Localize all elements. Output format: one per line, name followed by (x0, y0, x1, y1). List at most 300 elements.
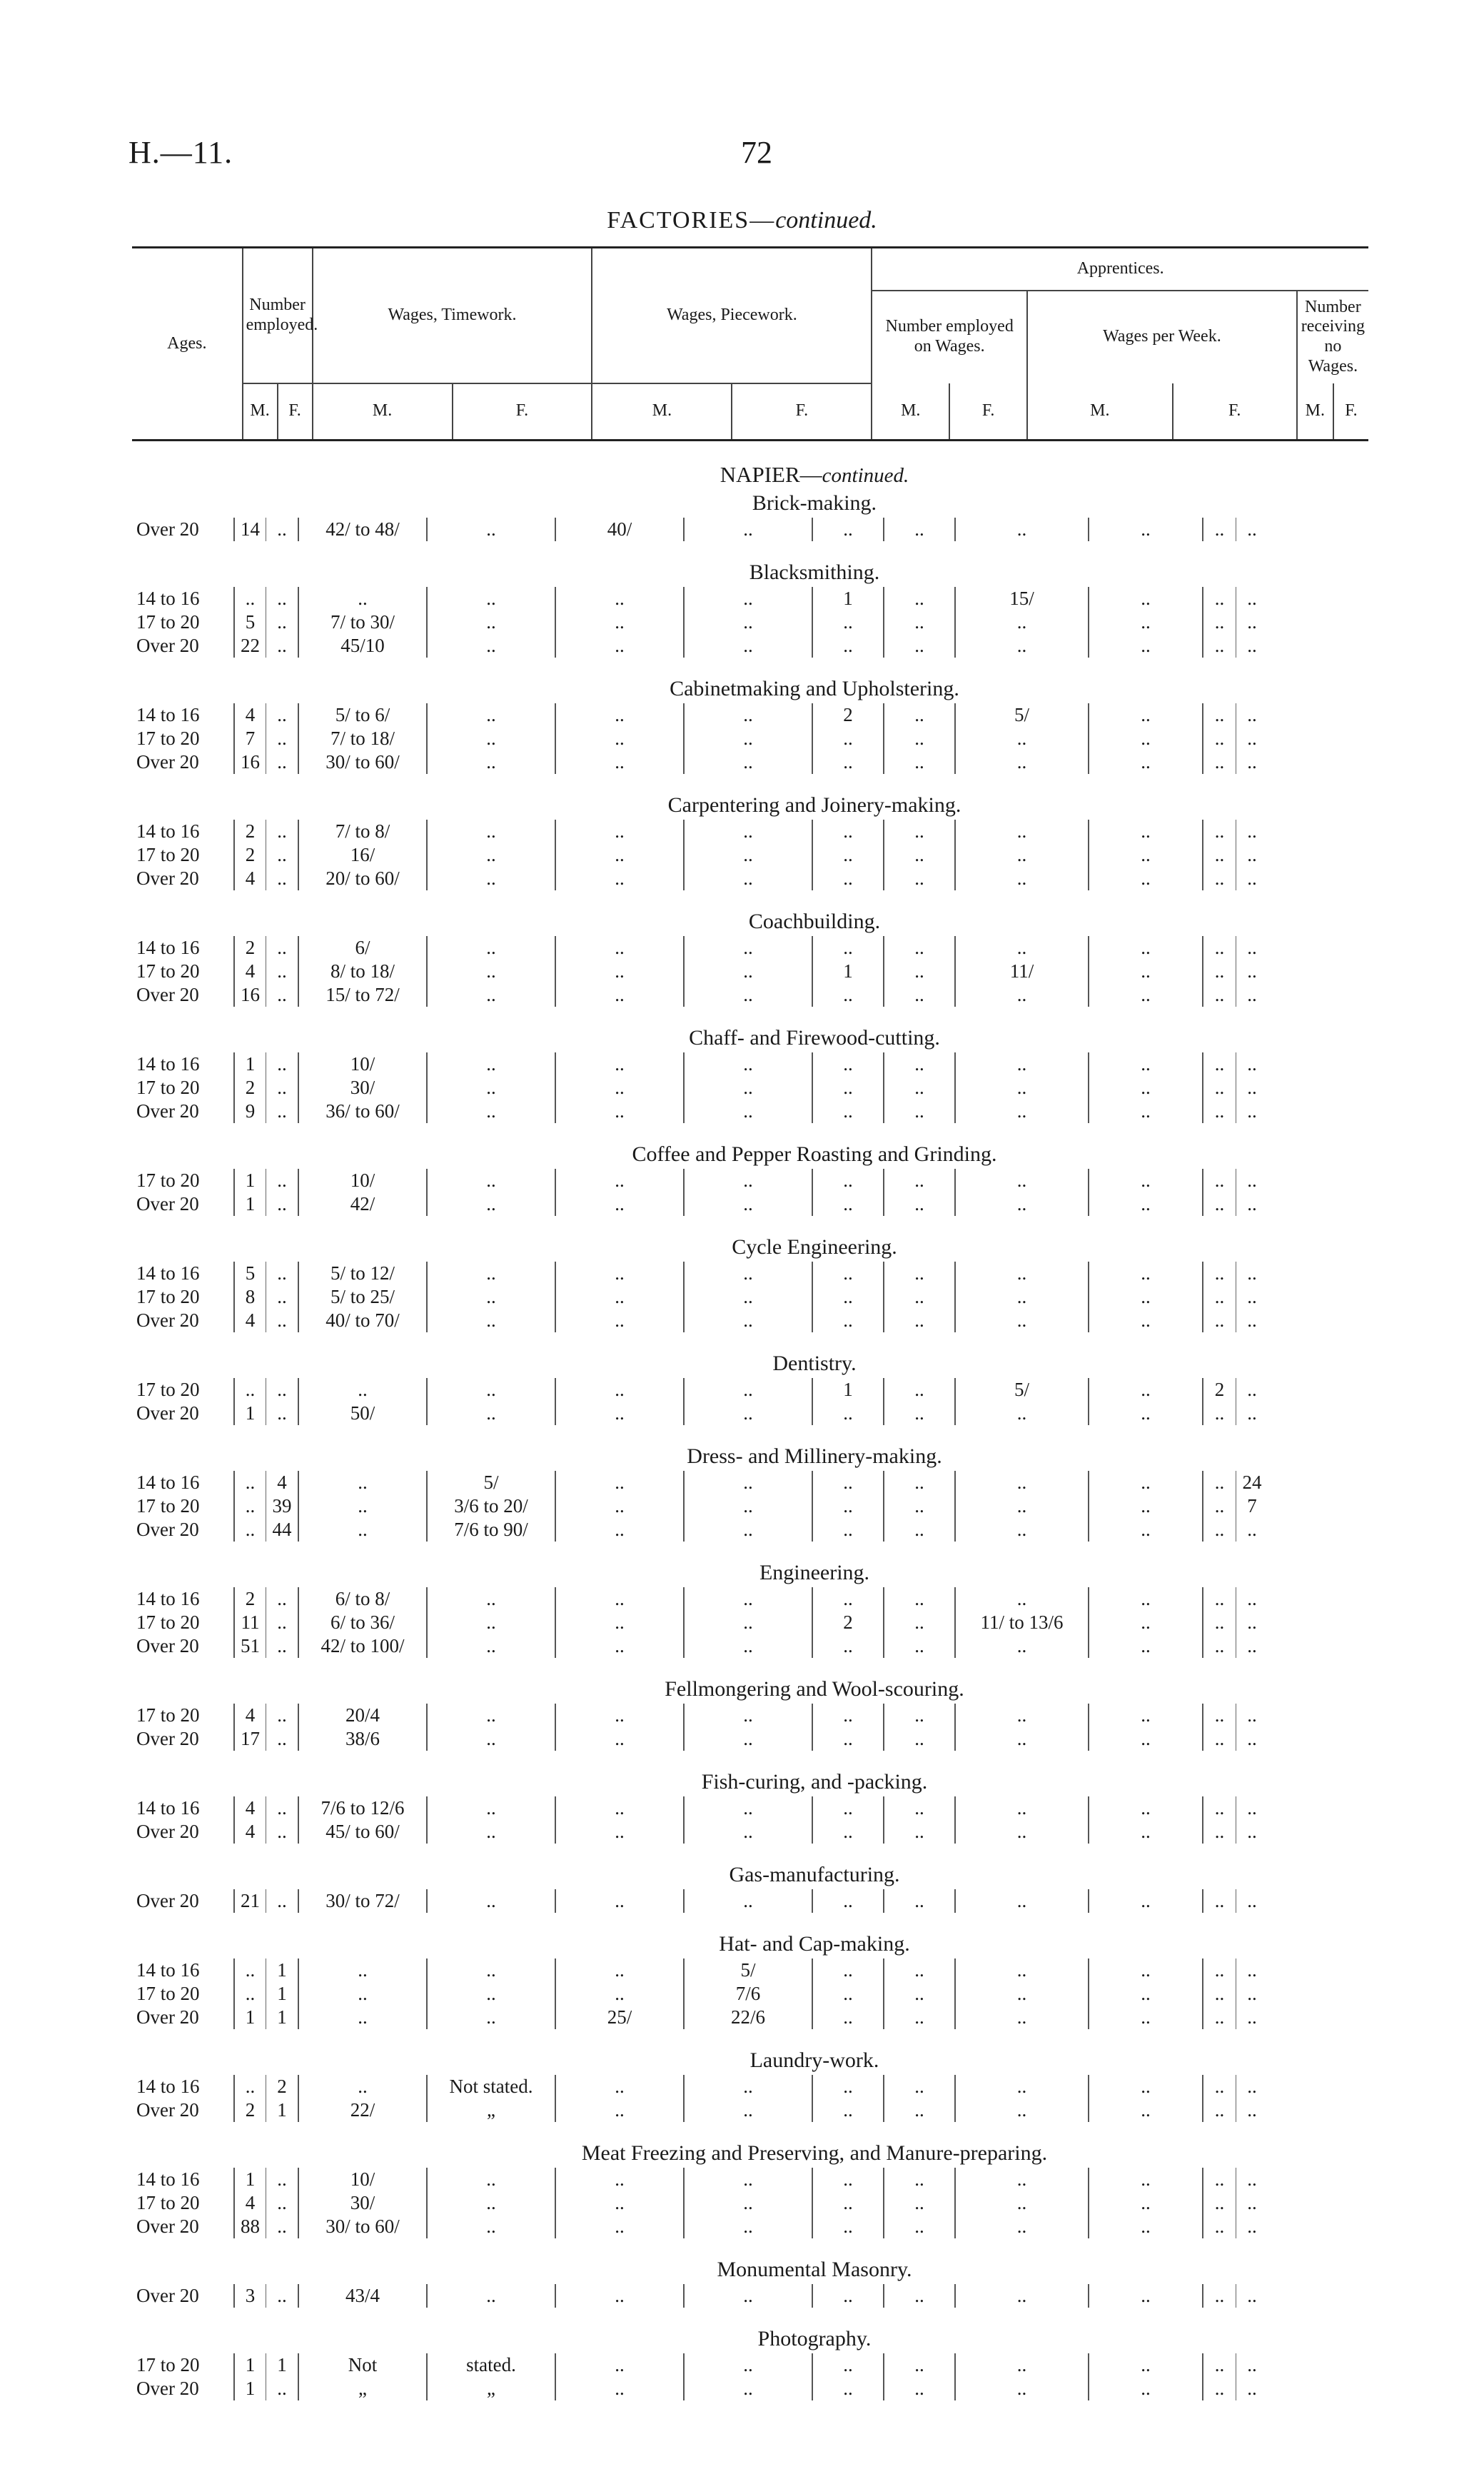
table-cell: .. (1088, 960, 1202, 983)
table-cell: 5/ to 25/ (298, 1285, 426, 1309)
table-cell: .. (426, 1076, 555, 1100)
table-cell: .. (1202, 1704, 1236, 1727)
table-cell: .. (883, 1958, 954, 1982)
table-cell: .. (1202, 1820, 1236, 1844)
table-cell: .. (683, 1309, 812, 1332)
table-cell: .. (555, 1982, 683, 2006)
table-cell: 2 (1202, 1378, 1236, 1402)
table-cell: .. (1088, 2006, 1202, 2029)
table-cell: .. (266, 634, 298, 658)
table-cell: .. (266, 1796, 298, 1820)
table-cell: .. (1202, 2168, 1236, 2191)
header-wages-timework: Wages, Timework. (313, 248, 592, 383)
table-cell: .. (555, 610, 683, 634)
table-cell: .. (883, 1471, 954, 1494)
document-id: H.—11. (128, 135, 233, 170)
table-cell: „ (298, 2377, 426, 2400)
table-cell: .. (1236, 1402, 1268, 1425)
table-cell: .. (954, 1169, 1088, 1192)
table-cell: .. (1236, 2075, 1268, 2098)
table-row (132, 1378, 1368, 1402)
table-cell: .. (555, 727, 683, 750)
industry-section (132, 1024, 1368, 1123)
table-cell: .. (812, 2075, 883, 2098)
table-cell: 17 (233, 1727, 266, 1751)
header-f: F. (1173, 383, 1297, 441)
age-cell: Over 20 (136, 518, 199, 540)
table-cell: .. (1202, 1611, 1236, 1634)
table-cell: .. (426, 1796, 555, 1820)
industry-heading: Hat- and Cap-making. (719, 1932, 910, 1956)
table-cell: .. (883, 1820, 954, 1844)
table-cell: 2 (233, 2098, 266, 2122)
table-cell: .. (883, 1704, 954, 1727)
table-cell: .. (555, 587, 683, 610)
table-cell: .. (1202, 2377, 1236, 2400)
table-cell: .. (555, 2075, 683, 2098)
table-cell: .. (883, 1076, 954, 1100)
table-cell: 4 (233, 1309, 266, 1332)
table-cell: .. (266, 1100, 298, 1123)
age-cell: 17 to 20 (136, 2192, 200, 2213)
table-cell: .. (883, 1378, 954, 1402)
table-cell: .. (1202, 1587, 1236, 1611)
table-cell: .. (1088, 2191, 1202, 2215)
table-row (132, 1100, 1368, 1123)
table-cell: .. (1088, 820, 1202, 843)
table-cell: .. (1236, 1727, 1268, 1751)
table-cell: .. (1236, 587, 1268, 610)
table-cell: .. (683, 1262, 812, 1285)
age-cell: 14 to 16 (136, 1262, 200, 1284)
table-cell: .. (298, 1518, 426, 1542)
age-cell: Over 20 (136, 2099, 199, 2121)
table-cell: .. (1202, 518, 1236, 541)
industry-heading: Monumental Masonry. (717, 2258, 912, 2281)
table-cell: 4 (266, 1471, 298, 1494)
table-cell: .. (233, 1471, 266, 1494)
table-cell: .. (1236, 1796, 1268, 1820)
table-cell: .. (1202, 820, 1236, 843)
table-cell: .. (1088, 1958, 1202, 1982)
table-cell: .. (683, 2215, 812, 2238)
table-cell: 5/ to 6/ (298, 703, 426, 727)
table-cell: 2 (233, 1587, 266, 1611)
table-cell: .. (1236, 820, 1268, 843)
table-cell: .. (426, 2284, 555, 2308)
table-cell: .. (883, 2168, 954, 2191)
table-cell: .. (1202, 960, 1236, 983)
table-cell: .. (1236, 1285, 1268, 1309)
table-cell: 6/ to 8/ (298, 1587, 426, 1611)
table-cell: .. (266, 587, 298, 610)
table-cell: .. (954, 1052, 1088, 1076)
age-cell: 17 to 20 (136, 611, 200, 633)
table-cell: stated. (426, 2353, 555, 2377)
age-cell: Over 20 (136, 1100, 199, 1122)
age-cell: 17 to 20 (136, 2354, 200, 2375)
table-cell: .. (883, 960, 954, 983)
table-cell: .. (812, 1518, 883, 1542)
table-cell: „ (426, 2377, 555, 2400)
table-cell: .. (1236, 1169, 1268, 1192)
age-cell: 17 to 20 (136, 844, 200, 865)
industry-heading: Cycle Engineering. (732, 1235, 897, 1259)
table-cell: .. (683, 1169, 812, 1192)
table-cell: .. (683, 1587, 812, 1611)
table-cell: .. (555, 1262, 683, 1285)
table-cell: .. (1202, 2075, 1236, 2098)
table-cell: 45/ to 60/ (298, 1820, 426, 1844)
table-cell: .. (683, 703, 812, 727)
table-cell: .. (1088, 1889, 1202, 1913)
age-cell: Over 20 (136, 751, 199, 773)
table-cell: .. (266, 1611, 298, 1634)
table-cell: .. (954, 1192, 1088, 1216)
table-cell: .. (812, 1100, 883, 1123)
table-cell: 6/ to 36/ (298, 1611, 426, 1634)
table-cell: .. (883, 1796, 954, 1820)
table-cell: 20/4 (298, 1704, 426, 1727)
table-cell: .. (812, 936, 883, 960)
table-cell: .. (426, 1285, 555, 1309)
table-cell: .. (883, 2075, 954, 2098)
table-cell: .. (883, 2353, 954, 2377)
table-row (132, 518, 1368, 541)
table-cell: 5 (233, 610, 266, 634)
table-cell: .. (1202, 634, 1236, 658)
table-cell: .. (954, 750, 1088, 774)
table-cell: .. (426, 1611, 555, 1634)
table-cell: .. (683, 820, 812, 843)
table-cell: .. (1088, 2377, 1202, 2400)
age-cell: 14 to 16 (136, 588, 200, 609)
table-cell: .. (1202, 2353, 1236, 2377)
table-cell: .. (883, 703, 954, 727)
table-cell: .. (1088, 1285, 1202, 1309)
table-cell: 7/6 (683, 1982, 812, 2006)
table-cell: .. (1088, 867, 1202, 890)
table-cell: .. (1236, 1262, 1268, 1285)
table-cell: .. (1202, 1192, 1236, 1216)
title-continued: continued. (775, 207, 877, 233)
age-cell: 17 to 20 (136, 1495, 200, 1517)
table-cell: 2 (233, 820, 266, 843)
table-cell: .. (426, 867, 555, 890)
table-cell: .. (555, 936, 683, 960)
table-cell: .. (683, 936, 812, 960)
table-cell: .. (1088, 1704, 1202, 1727)
table-cell: .. (426, 843, 555, 867)
table-cell: 2 (266, 2075, 298, 2098)
table-cell: .. (1088, 518, 1202, 541)
table-cell: .. (1202, 1402, 1236, 1425)
table-cell: .. (1202, 1471, 1236, 1494)
table-cell: .. (683, 1402, 812, 1425)
table-cell: .. (1088, 1100, 1202, 1123)
table-cell: .. (683, 1518, 812, 1542)
header-m: M. (243, 383, 278, 441)
table-cell: 22/ (298, 2098, 426, 2122)
table-cell: .. (812, 727, 883, 750)
table-row (132, 2215, 1368, 2238)
table-cell: .. (426, 1704, 555, 1727)
table-cell: .. (555, 703, 683, 727)
industry-heading: Engineering. (759, 1561, 870, 1584)
table-cell: .. (426, 1052, 555, 1076)
table-cell: .. (555, 820, 683, 843)
table-row (132, 2284, 1368, 2308)
table-cell: .. (1202, 727, 1236, 750)
table-cell: 43/4 (298, 2284, 426, 2308)
table-cell: .. (1088, 1611, 1202, 1634)
table-cell: .. (883, 1285, 954, 1309)
table-cell: 30/ (298, 1076, 426, 1100)
table-cell: 11/ (954, 960, 1088, 983)
table-cell: .. (954, 1262, 1088, 1285)
table-cell: .. (426, 1192, 555, 1216)
table-cell: 11/ to 13/6 (954, 1611, 1088, 1634)
table-cell: .. (883, 1494, 954, 1518)
table-cell: .. (1236, 703, 1268, 727)
table-cell: .. (1202, 1052, 1236, 1076)
table-cell: .. (1202, 936, 1236, 960)
table-cell: .. (1088, 1982, 1202, 2006)
table-cell: .. (266, 1704, 298, 1727)
table-row (132, 1611, 1368, 1634)
table-cell: .. (266, 1727, 298, 1751)
table-cell: .. (683, 2377, 812, 2400)
table-cell: 39 (266, 1494, 298, 1518)
table-cell: .. (954, 2191, 1088, 2215)
table-cell: .. (683, 2353, 812, 2377)
table-cell: .. (812, 1169, 883, 1192)
table-cell: .. (883, 1611, 954, 1634)
table-cell: .. (233, 1494, 266, 1518)
table-cell: 4 (233, 867, 266, 890)
table-cell: .. (426, 2006, 555, 2029)
table-cell: .. (555, 843, 683, 867)
table-cell: .. (266, 750, 298, 774)
table-header (132, 246, 1368, 441)
table-cell: .. (1236, 634, 1268, 658)
table-cell: .. (555, 1611, 683, 1634)
table-cell: .. (555, 1494, 683, 1518)
table-cell: .. (812, 610, 883, 634)
table-cell: 1 (233, 2377, 266, 2400)
table-row (132, 1796, 1368, 1820)
table-row (132, 1982, 1368, 2006)
industry-section (132, 1930, 1368, 2029)
age-cell: 14 to 16 (136, 2168, 200, 2190)
table-row (132, 2075, 1368, 2098)
table-row (132, 820, 1368, 843)
table-cell: 15/ (954, 587, 1088, 610)
table-row (132, 867, 1368, 890)
table-cell: .. (954, 2353, 1088, 2377)
table-cell: .. (1236, 960, 1268, 983)
table-cell: .. (683, 983, 812, 1007)
table-row (132, 1076, 1368, 1100)
table-cell: .. (1236, 1634, 1268, 1658)
table-cell: .. (812, 1958, 883, 1982)
table-cell: .. (426, 1889, 555, 1913)
table-cell: .. (812, 1262, 883, 1285)
town-heading (132, 461, 1368, 489)
table-cell: .. (1088, 587, 1202, 610)
table-cell: 42/ to 48/ (298, 518, 426, 541)
table-row (132, 2191, 1368, 2215)
industry-section (132, 1233, 1368, 1332)
header-app-wages-per-week: Wages per Week. (1027, 291, 1297, 383)
table-row (132, 2353, 1368, 2377)
table-cell: .. (1202, 1634, 1236, 1658)
table-cell: .. (1088, 2284, 1202, 2308)
table-row (132, 2006, 1368, 2029)
table-cell: 30/ (298, 2191, 426, 2215)
table-cell: .. (1202, 1982, 1236, 2006)
table-cell: .. (555, 867, 683, 890)
table-cell: 88 (233, 2215, 266, 2238)
table-cell: .. (1236, 1378, 1268, 1402)
table-cell: .. (954, 1309, 1088, 1332)
table-cell: 2 (233, 936, 266, 960)
table-cell: .. (812, 750, 883, 774)
table-cell: .. (266, 1169, 298, 1192)
table-cell: 1 (266, 2006, 298, 2029)
table-cell: .. (954, 1958, 1088, 1982)
industry-heading: Laundry-work. (749, 2048, 879, 2072)
table-cell: 16 (233, 983, 266, 1007)
header-apprentices: Apprentices. (872, 248, 1368, 291)
table-cell: .. (233, 1958, 266, 1982)
table-cell: .. (1088, 1727, 1202, 1751)
table-cell: 2 (812, 1611, 883, 1634)
age-cell: Over 20 (136, 2006, 199, 2028)
table-cell: .. (426, 1727, 555, 1751)
table-cell: .. (1236, 1820, 1268, 1844)
table-row (132, 1285, 1368, 1309)
table-cell: .. (1202, 1285, 1236, 1309)
table-cell: 2 (812, 703, 883, 727)
table-cell: .. (1088, 1634, 1202, 1658)
table-cell: 11 (233, 1611, 266, 1634)
table-cell: .. (1088, 936, 1202, 960)
table-cell: .. (683, 1704, 812, 1727)
table-cell: .. (1236, 983, 1268, 1007)
table-cell: .. (555, 1169, 683, 1192)
table-cell: .. (426, 1820, 555, 1844)
table-cell: .. (883, 1518, 954, 1542)
table-cell: 36/ to 60/ (298, 1100, 426, 1123)
table-cell: .. (1088, 2168, 1202, 2191)
table-row (132, 1309, 1368, 1332)
table-cell: .. (1236, 1889, 1268, 1913)
table-cell: 4 (233, 1796, 266, 1820)
table-cell: .. (426, 1262, 555, 1285)
table-cell: Not stated. (426, 2075, 555, 2098)
table-cell: .. (555, 983, 683, 1007)
table-cell: 1 (266, 2353, 298, 2377)
age-cell: 17 to 20 (136, 728, 200, 749)
table-cell: 1 (233, 2006, 266, 2029)
table-cell: .. (883, 2215, 954, 2238)
table-cell: .. (555, 2353, 683, 2377)
table-cell: .. (555, 960, 683, 983)
table-cell: 7/6 to 12/6 (298, 1796, 426, 1820)
table-cell: .. (1202, 1727, 1236, 1751)
table-cell: .. (954, 1704, 1088, 1727)
table-row (132, 1192, 1368, 1216)
table-cell: .. (266, 1052, 298, 1076)
table-cell: .. (883, 1402, 954, 1425)
table-cell: 22/6 (683, 2006, 812, 2029)
table-cell: .. (1202, 867, 1236, 890)
table-row (132, 1704, 1368, 1727)
table-cell: .. (1088, 1494, 1202, 1518)
table-cell: .. (266, 2215, 298, 2238)
table-cell: 30/ to 60/ (298, 750, 426, 774)
table-cell: 3/6 to 20/ (426, 1494, 555, 1518)
table-row (132, 1634, 1368, 1658)
table-cell: .. (233, 2075, 266, 2098)
table-cell: .. (812, 867, 883, 890)
table-cell: .. (954, 1518, 1088, 1542)
table-cell: 38/6 (298, 1727, 426, 1751)
table-cell: .. (426, 1958, 555, 1982)
table-cell: .. (426, 2168, 555, 2191)
age-cell: 17 to 20 (136, 960, 200, 982)
table-cell: 4 (233, 703, 266, 727)
table-row (132, 727, 1368, 750)
table-cell: .. (555, 2098, 683, 2122)
table-cell: .. (555, 1052, 683, 1076)
industry-section (132, 1559, 1368, 1658)
table-cell: .. (266, 703, 298, 727)
table-cell: .. (555, 1727, 683, 1751)
table-cell: .. (683, 2284, 812, 2308)
table-cell: .. (266, 1889, 298, 1913)
industry-heading: Blacksmithing. (749, 560, 880, 584)
table-cell: .. (1088, 703, 1202, 727)
table-cell: .. (954, 2284, 1088, 2308)
table-cell: .. (683, 1796, 812, 1820)
table-cell: „ (426, 2098, 555, 2122)
table-cell: 3 (233, 2284, 266, 2308)
table-cell: .. (1088, 1076, 1202, 1100)
table-cell: .. (683, 2168, 812, 2191)
header-number-employed: Number employed. (243, 248, 313, 383)
industry-heading: Chaff- and Firewood-cutting. (689, 1026, 940, 1050)
table-row (132, 750, 1368, 774)
title-main: FACTORIES— (607, 207, 776, 233)
age-cell: Over 20 (136, 635, 199, 656)
table-cell: .. (812, 2353, 883, 2377)
table-cell: .. (683, 727, 812, 750)
table-cell: 1 (812, 960, 883, 983)
table-cell: .. (954, 2075, 1088, 2098)
table-cell: .. (954, 2006, 1088, 2029)
table-cell: 7 (233, 727, 266, 750)
table-cell: .. (555, 1634, 683, 1658)
table-cell: .. (1202, 2284, 1236, 2308)
table-cell: .. (426, 634, 555, 658)
table-cell: .. (812, 518, 883, 541)
industry-heading: Gas-manufacturing. (729, 1863, 900, 1886)
table-cell: .. (426, 610, 555, 634)
table-cell: .. (298, 2006, 426, 2029)
age-cell: 17 to 20 (136, 1611, 200, 1633)
